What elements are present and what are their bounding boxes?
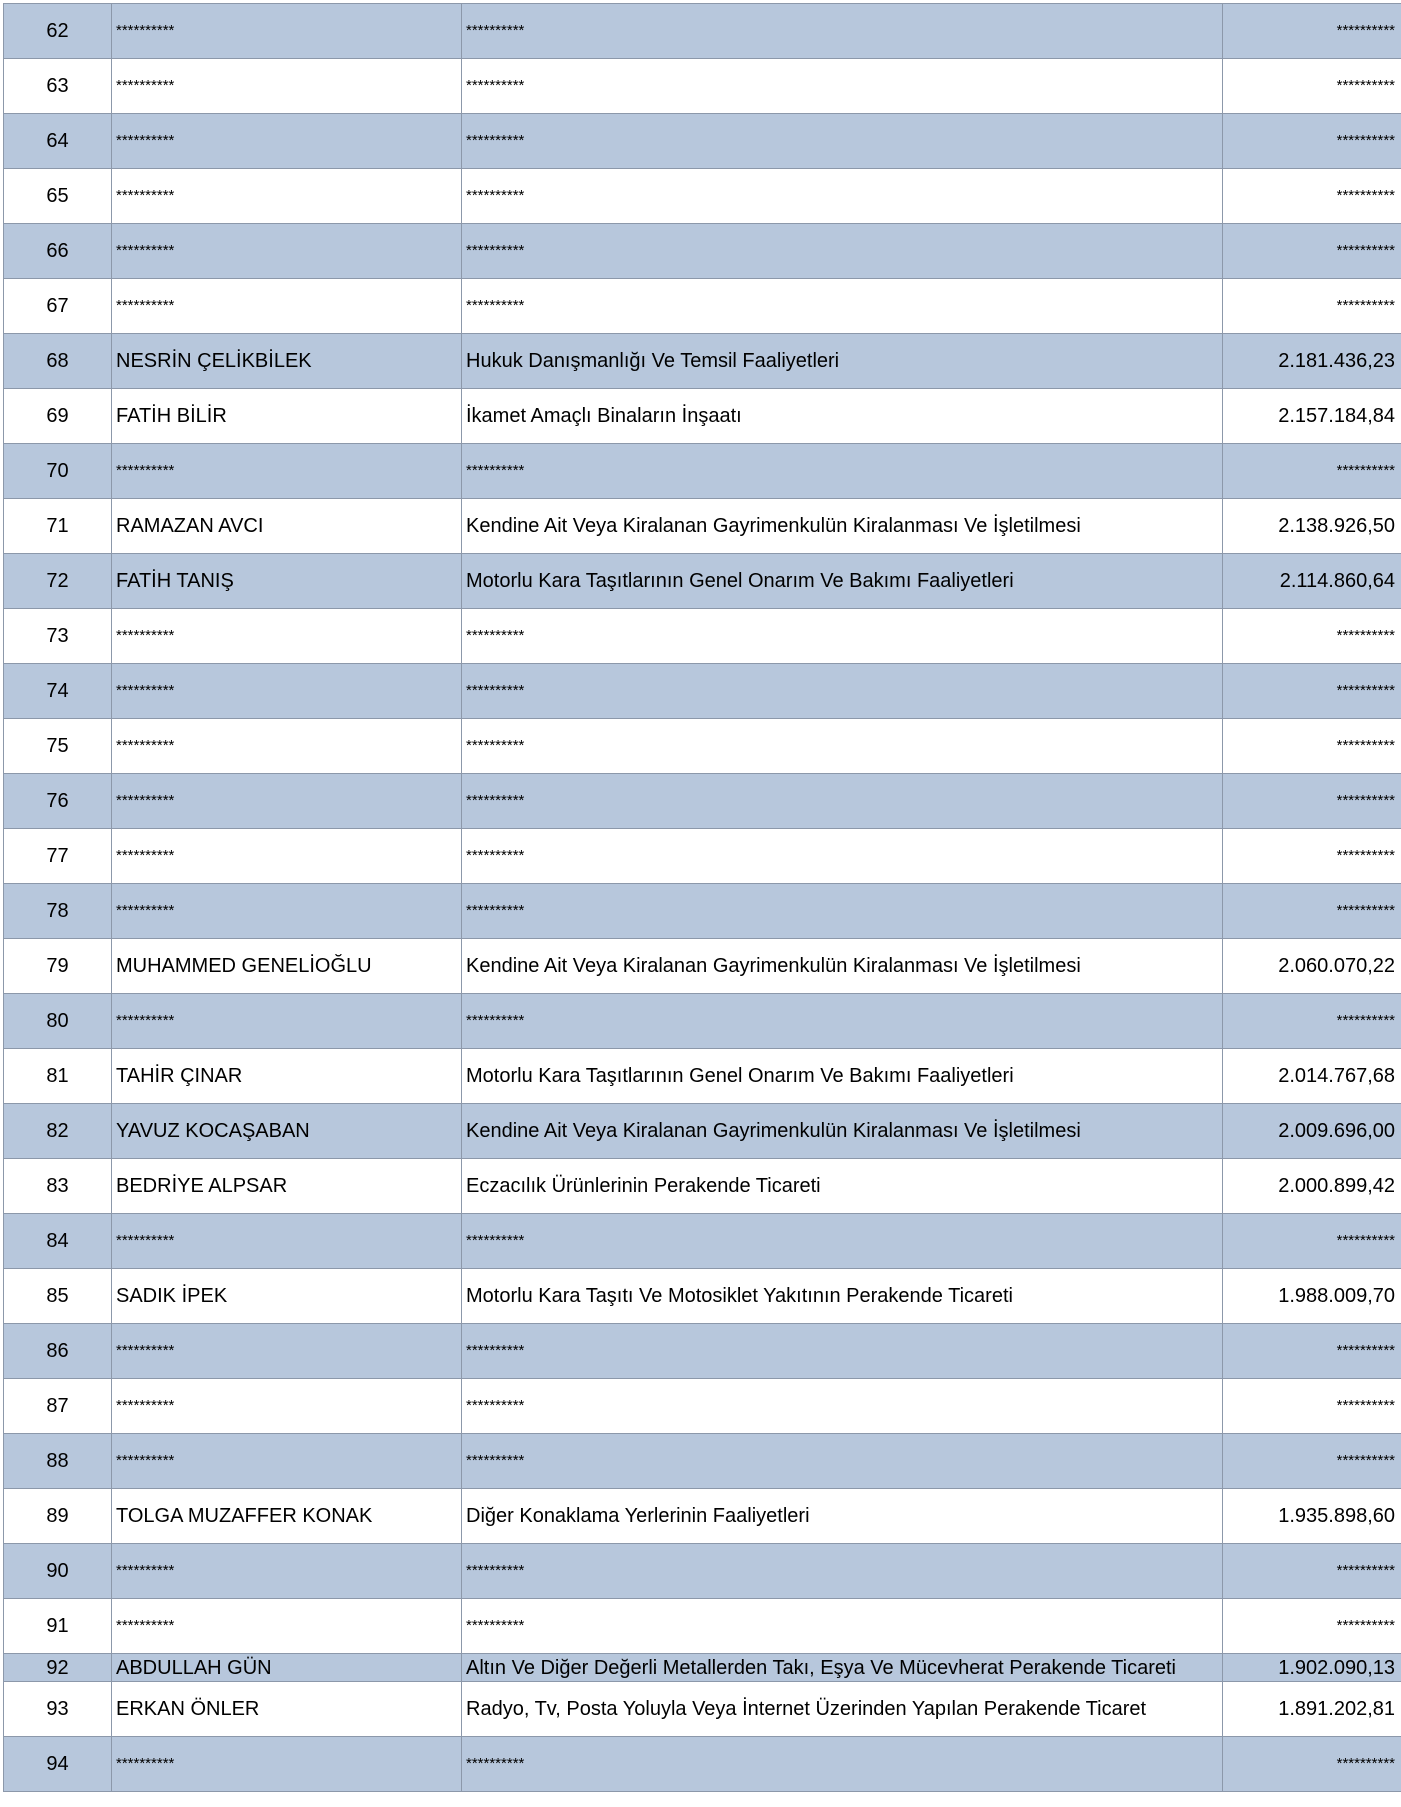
declared-amount: ********** (1223, 224, 1401, 279)
row-number: 84 (4, 1214, 112, 1269)
taxpayer-name: MUHAMMED GENELİOĞLU (112, 939, 462, 994)
table-row (4, 169, 1401, 224)
declared-amount: 2.060.070,22 (1223, 939, 1401, 994)
activity-description: Radyo, Tv, Posta Yoluyla Veya İnternet Üzerinden Yapılan Perakende Ticaret (462, 1682, 1223, 1737)
table-row (4, 1737, 1401, 1792)
declared-amount: 2.114.860,64 (1223, 554, 1401, 609)
taxpayer-name: ********** (112, 664, 462, 719)
table-row (4, 1434, 1401, 1489)
declared-amount: 2.000.899,42 (1223, 1159, 1401, 1214)
activity-description: ********** (462, 664, 1223, 719)
taxpayer-table-page (3, 3, 1398, 1792)
table-row (4, 1489, 1401, 1544)
taxpayer-name: ********** (112, 1214, 462, 1269)
declared-amount: 2.181.436,23 (1223, 334, 1401, 389)
taxpayer-name: ********** (112, 609, 462, 664)
taxpayer-name: ********** (112, 829, 462, 884)
table-row (4, 1159, 1401, 1214)
row-number: 80 (4, 994, 112, 1049)
table-row (4, 279, 1401, 334)
table-row (4, 1544, 1401, 1599)
row-number: 88 (4, 1434, 112, 1489)
activity-description: ********** (462, 1379, 1223, 1434)
declared-amount: ********** (1223, 1737, 1401, 1792)
activity-description: ********** (462, 1737, 1223, 1792)
taxpayer-name: ********** (112, 719, 462, 774)
table-row (4, 609, 1401, 664)
table-row (4, 1599, 1401, 1654)
taxpayer-name: ********** (112, 169, 462, 224)
row-number: 69 (4, 389, 112, 444)
declared-amount: 2.138.926,50 (1223, 499, 1401, 554)
taxpayer-name: ********** (112, 1737, 462, 1792)
taxpayer-name: ********** (112, 1324, 462, 1379)
table-row (4, 224, 1401, 279)
declared-amount: ********** (1223, 59, 1401, 114)
taxpayer-name: ********** (112, 774, 462, 829)
activity-description: ********** (462, 279, 1223, 334)
row-number: 92 (4, 1654, 112, 1682)
taxpayer-name: ********** (112, 114, 462, 169)
taxpayer-name: FATİH TANIŞ (112, 554, 462, 609)
declared-amount: ********** (1223, 719, 1401, 774)
declared-amount: ********** (1223, 1214, 1401, 1269)
taxpayer-name: BEDRİYE ALPSAR (112, 1159, 462, 1214)
row-number: 63 (4, 59, 112, 114)
activity-description: Diğer Konaklama Yerlerinin Faaliyetleri (462, 1489, 1223, 1544)
table-row (4, 1654, 1401, 1682)
table-row (4, 4, 1401, 59)
table-row (4, 1682, 1401, 1737)
taxpayer-name: ********** (112, 884, 462, 939)
row-number: 70 (4, 444, 112, 499)
declared-amount: 1.988.009,70 (1223, 1269, 1401, 1324)
table-row (4, 1214, 1401, 1269)
row-number: 71 (4, 499, 112, 554)
table-row (4, 774, 1401, 829)
activity-description: ********** (462, 774, 1223, 829)
taxpayer-name: ********** (112, 1434, 462, 1489)
activity-description: ********** (462, 59, 1223, 114)
activity-description: ********** (462, 4, 1223, 59)
row-number: 94 (4, 1737, 112, 1792)
table-row (4, 719, 1401, 774)
table-row (4, 499, 1401, 554)
row-number: 78 (4, 884, 112, 939)
row-number: 73 (4, 609, 112, 664)
activity-description: Motorlu Kara Taşıtlarının Genel Onarım Ve Bakımı Faaliyetleri (462, 1049, 1223, 1104)
row-number: 79 (4, 939, 112, 994)
row-number: 82 (4, 1104, 112, 1159)
row-number: 74 (4, 664, 112, 719)
table-row (4, 994, 1401, 1049)
activity-description: ********** (462, 444, 1223, 499)
taxpayer-name: SADIK İPEK (112, 1269, 462, 1324)
table-row (4, 59, 1401, 114)
activity-description: Kendine Ait Veya Kiralanan Gayrimenkulün Kiralanması Ve İşletilmesi (462, 1104, 1223, 1159)
table-row (4, 1269, 1401, 1324)
declared-amount: ********** (1223, 609, 1401, 664)
declared-amount: ********** (1223, 1379, 1401, 1434)
declared-amount: 2.014.767,68 (1223, 1049, 1401, 1104)
row-number: 77 (4, 829, 112, 884)
activity-description: Motorlu Kara Taşıtı Ve Motosiklet Yakıtının Perakende Ticareti (462, 1269, 1223, 1324)
table-row (4, 1324, 1401, 1379)
declared-amount: 1.935.898,60 (1223, 1489, 1401, 1544)
activity-description: ********** (462, 169, 1223, 224)
declared-amount: ********** (1223, 1434, 1401, 1489)
taxpayer-name: ERKAN ÖNLER (112, 1682, 462, 1737)
taxpayer-name: ********** (112, 59, 462, 114)
row-number: 76 (4, 774, 112, 829)
table-row (4, 389, 1401, 444)
activity-description: Hukuk Danışmanlığı Ve Temsil Faaliyetleri (462, 334, 1223, 389)
declared-amount: 2.009.696,00 (1223, 1104, 1401, 1159)
row-number: 83 (4, 1159, 112, 1214)
declared-amount: ********** (1223, 1599, 1401, 1654)
declared-amount: ********** (1223, 664, 1401, 719)
table-row (4, 1104, 1401, 1159)
declared-amount: ********** (1223, 994, 1401, 1049)
declared-amount: ********** (1223, 829, 1401, 884)
table-row (4, 884, 1401, 939)
row-number: 91 (4, 1599, 112, 1654)
row-number: 86 (4, 1324, 112, 1379)
declared-amount: ********** (1223, 169, 1401, 224)
activity-description: Motorlu Kara Taşıtlarının Genel Onarım Ve Bakımı Faaliyetleri (462, 554, 1223, 609)
table-row (4, 939, 1401, 994)
row-number: 85 (4, 1269, 112, 1324)
row-number: 62 (4, 4, 112, 59)
activity-description: ********** (462, 884, 1223, 939)
declared-amount: ********** (1223, 1324, 1401, 1379)
taxpayer-name: ********** (112, 279, 462, 334)
activity-description: İkamet Amaçlı Binaların İnşaatı (462, 389, 1223, 444)
activity-description: ********** (462, 994, 1223, 1049)
row-number: 93 (4, 1682, 112, 1737)
taxpayer-name: ********** (112, 1599, 462, 1654)
declared-amount: ********** (1223, 4, 1401, 59)
table-row (4, 334, 1401, 389)
declared-amount: ********** (1223, 774, 1401, 829)
declared-amount: ********** (1223, 1544, 1401, 1599)
taxpayer-name: ********** (112, 1379, 462, 1434)
table-row (4, 444, 1401, 499)
table-row (4, 829, 1401, 884)
activity-description: ********** (462, 1214, 1223, 1269)
declared-amount: ********** (1223, 279, 1401, 334)
activity-description: ********** (462, 1324, 1223, 1379)
taxpayer-name: FATİH BİLİR (112, 389, 462, 444)
declared-amount: 2.157.184,84 (1223, 389, 1401, 444)
row-number: 89 (4, 1489, 112, 1544)
activity-description: ********** (462, 1599, 1223, 1654)
activity-description: Eczacılık Ürünlerinin Perakende Ticareti (462, 1159, 1223, 1214)
table-row (4, 664, 1401, 719)
activity-description: ********** (462, 829, 1223, 884)
table-row (4, 554, 1401, 609)
declared-amount: 1.891.202,81 (1223, 1682, 1401, 1737)
activity-description: ********** (462, 114, 1223, 169)
declared-amount: ********** (1223, 114, 1401, 169)
row-number: 67 (4, 279, 112, 334)
taxpayer-name: TOLGA MUZAFFER KONAK (112, 1489, 462, 1544)
table-body (4, 4, 1401, 1792)
taxpayer-name: ********** (112, 444, 462, 499)
activity-description: ********** (462, 609, 1223, 664)
taxpayer-name: YAVUZ KOCAŞABAN (112, 1104, 462, 1159)
taxpayer-name: ********** (112, 1544, 462, 1599)
activity-description: ********** (462, 224, 1223, 279)
row-number: 64 (4, 114, 112, 169)
declared-amount: 1.902.090,13 (1223, 1654, 1401, 1682)
activity-description: Kendine Ait Veya Kiralanan Gayrimenkulün Kiralanması Ve İşletilmesi (462, 499, 1223, 554)
table-row (4, 1049, 1401, 1104)
activity-description: Altın Ve Diğer Değerli Metallerden Takı, Eşya Ve Mücevherat Perakende Ticareti (462, 1654, 1223, 1682)
taxpayer-name: ********** (112, 994, 462, 1049)
declared-amount: ********** (1223, 444, 1401, 499)
row-number: 72 (4, 554, 112, 609)
taxpayer-name: ABDULLAH GÜN (112, 1654, 462, 1682)
row-number: 87 (4, 1379, 112, 1434)
row-number: 81 (4, 1049, 112, 1104)
row-number: 65 (4, 169, 112, 224)
row-number: 68 (4, 334, 112, 389)
table-row (4, 114, 1401, 169)
taxpayer-name: ********** (112, 224, 462, 279)
taxpayer-name: ********** (112, 4, 462, 59)
taxpayer-table (3, 3, 1401, 1792)
row-number: 66 (4, 224, 112, 279)
row-number: 90 (4, 1544, 112, 1599)
table-row (4, 1379, 1401, 1434)
taxpayer-name: RAMAZAN AVCI (112, 499, 462, 554)
activity-description: Kendine Ait Veya Kiralanan Gayrimenkulün Kiralanması Ve İşletilmesi (462, 939, 1223, 994)
row-number: 75 (4, 719, 112, 774)
taxpayer-name: TAHİR ÇINAR (112, 1049, 462, 1104)
taxpayer-name: NESRİN ÇELİKBİLEK (112, 334, 462, 389)
declared-amount: ********** (1223, 884, 1401, 939)
activity-description: ********** (462, 719, 1223, 774)
activity-description: ********** (462, 1434, 1223, 1489)
activity-description: ********** (462, 1544, 1223, 1599)
